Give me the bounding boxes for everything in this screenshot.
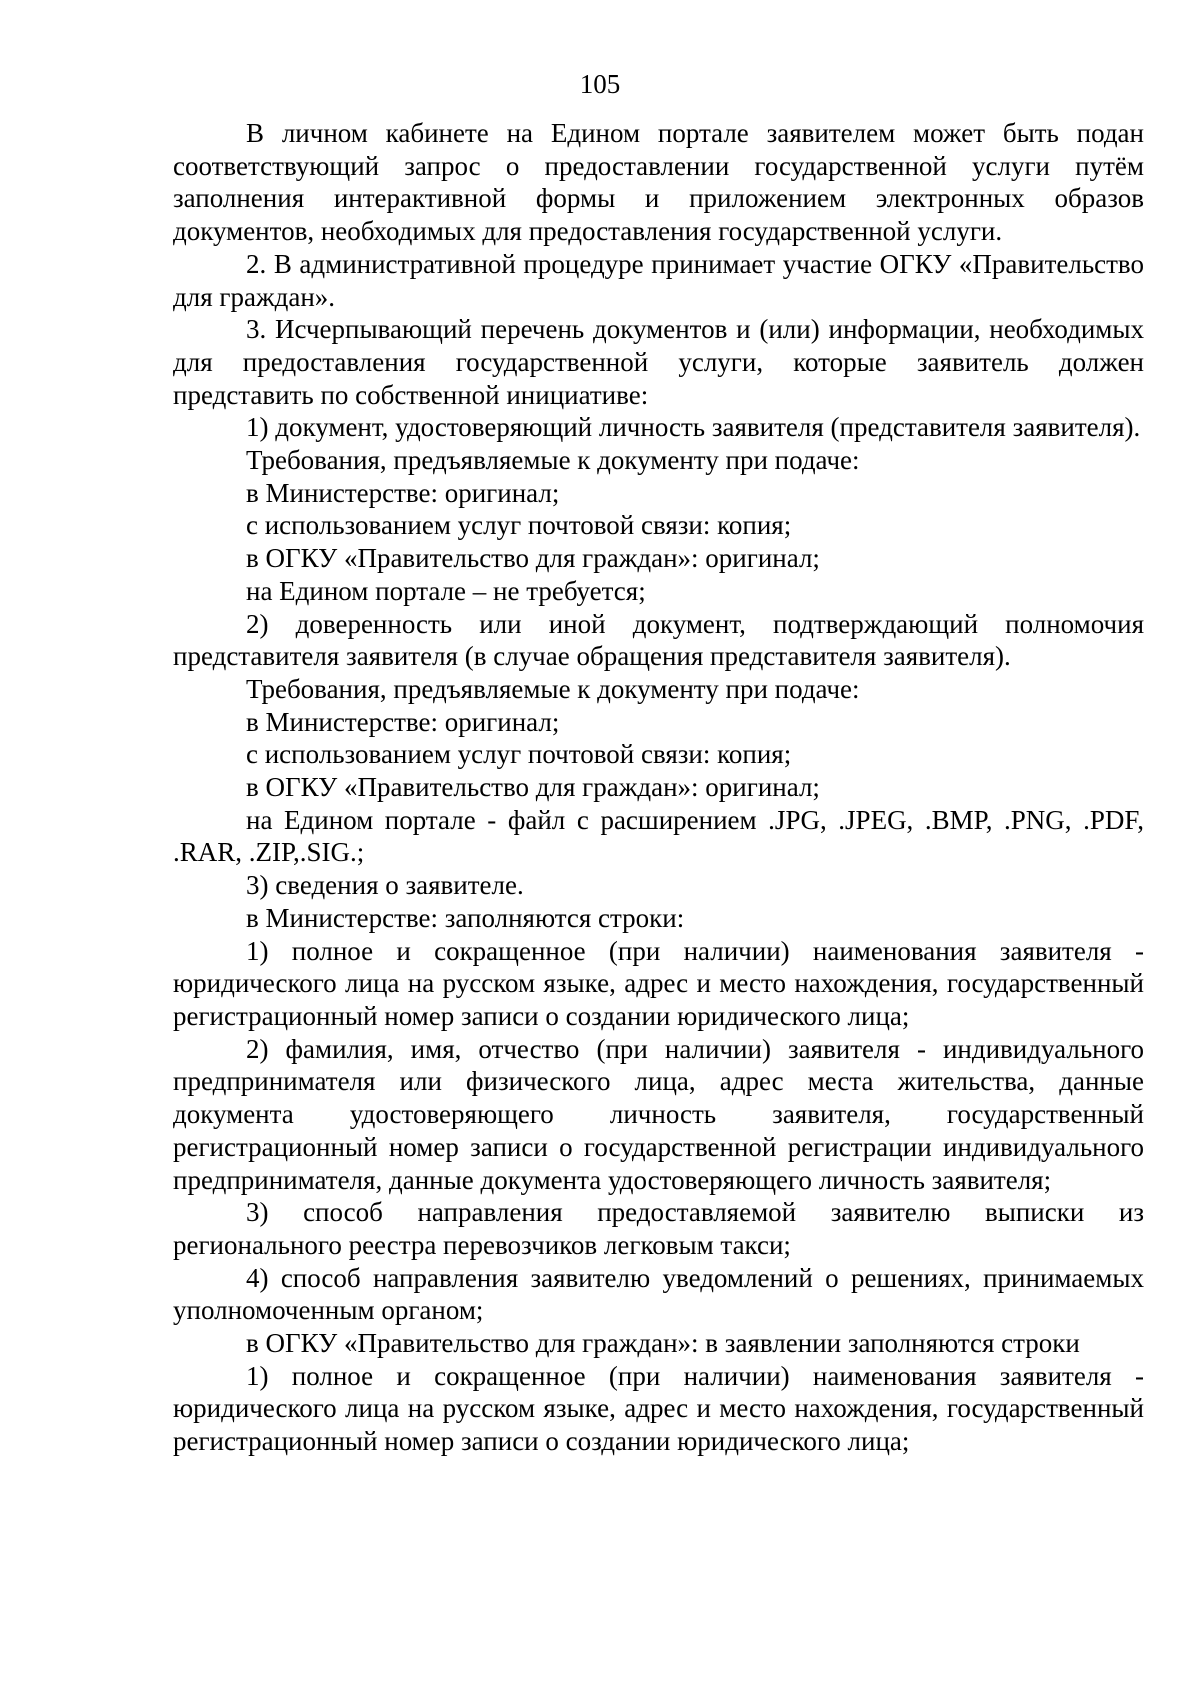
paragraph: в Министерстве: оригинал;: [246, 706, 560, 737]
document-body: [173, 117, 1144, 1458]
paragraph: на Едином портале - файл с расширением .JPG, .JPEG, .BMP, .PNG, .PDF, .RAR, .ZIP,.SIG.;: [173, 804, 1144, 868]
paragraph: в ОГКУ «Правительство для граждан»: в заявлении заполняются строки: [246, 1328, 1080, 1359]
paragraph: с использованием услуг почтовой связи: копия;: [246, 510, 792, 541]
list-item: 4) способ направления заявителю уведомлений о решениях, принимаемых уполномоченным органом;: [173, 1262, 1144, 1326]
paragraph: 3. Исчерпывающий перечень документов и (или) информации, необходимых для предоставления государственной услуги, которые заявитель должен представить по собственной инициативе:: [173, 314, 1144, 410]
paragraph: Требования, предъявляемые к документу при подаче:: [246, 445, 860, 476]
paragraph: 2. В административной процедуре принимает участие ОГКУ «Правительство для граждан».: [173, 248, 1144, 312]
page-number: 105: [579, 69, 621, 99]
paragraph: в Министерстве: оригинал;: [246, 477, 560, 508]
paragraph: Требования, предъявляемые к документу при подаче:: [246, 673, 860, 704]
paragraph: в ОГКУ «Правительство для граждан»: оригинал;: [246, 543, 820, 574]
list-item: 1) документ, удостоверяющий личность заявителя (представителя заявителя).: [246, 412, 1141, 443]
paragraph: в Министерстве: заполняются строки:: [246, 902, 685, 933]
list-item: 1) полное и сокращенное (при наличии) наименования заявителя - юридического лица на русском языке, адрес и место нахождения, государственный регистрационный номер записи о создании юридического лица;: [173, 1360, 1144, 1457]
list-item: 3) сведения о заявителе.: [246, 870, 524, 901]
paragraph: В личном кабинете на Едином портале заявителем может быть подан соответствующий запрос о предоставлении государственной услуги путём заполнения интерактивной формы и приложением электронных образов документов, необходимых для предоставления государственной услуги.: [173, 118, 1144, 247]
list-item: 3) способ направления предоставляемой заявителю выписки из регионального реестра перевозчиков легковым такси;: [173, 1197, 1144, 1260]
list-item: 2) доверенность или иной документ, подтверждающий полномочия представителя заявителя (в случае обращения представителя заявителя).: [173, 608, 1144, 672]
list-item: 2) фамилия, имя, отчество (при наличии) заявителя - индивидуального предпринимателя или физического лица, адрес места жительства, данные документа удостоверяющего личность заявителя, государственный регистрационный номер записи о государственной регистрации индивидуального предпринимателя, данные документа удостоверяющего личность заявителя;: [173, 1033, 1144, 1195]
paragraph: с использованием услуг почтовой связи: копия;: [246, 739, 792, 770]
paragraph: в ОГКУ «Правительство для граждан»: оригинал;: [246, 772, 820, 803]
list-item: 1) полное и сокращенное (при наличии) наименования заявителя - юридического лица на русском языке, адрес и место нахождения, государственный регистрационный номер записи о создании юридического лица;: [173, 935, 1144, 1031]
paragraph: на Едином портале – не требуется;: [246, 575, 646, 606]
